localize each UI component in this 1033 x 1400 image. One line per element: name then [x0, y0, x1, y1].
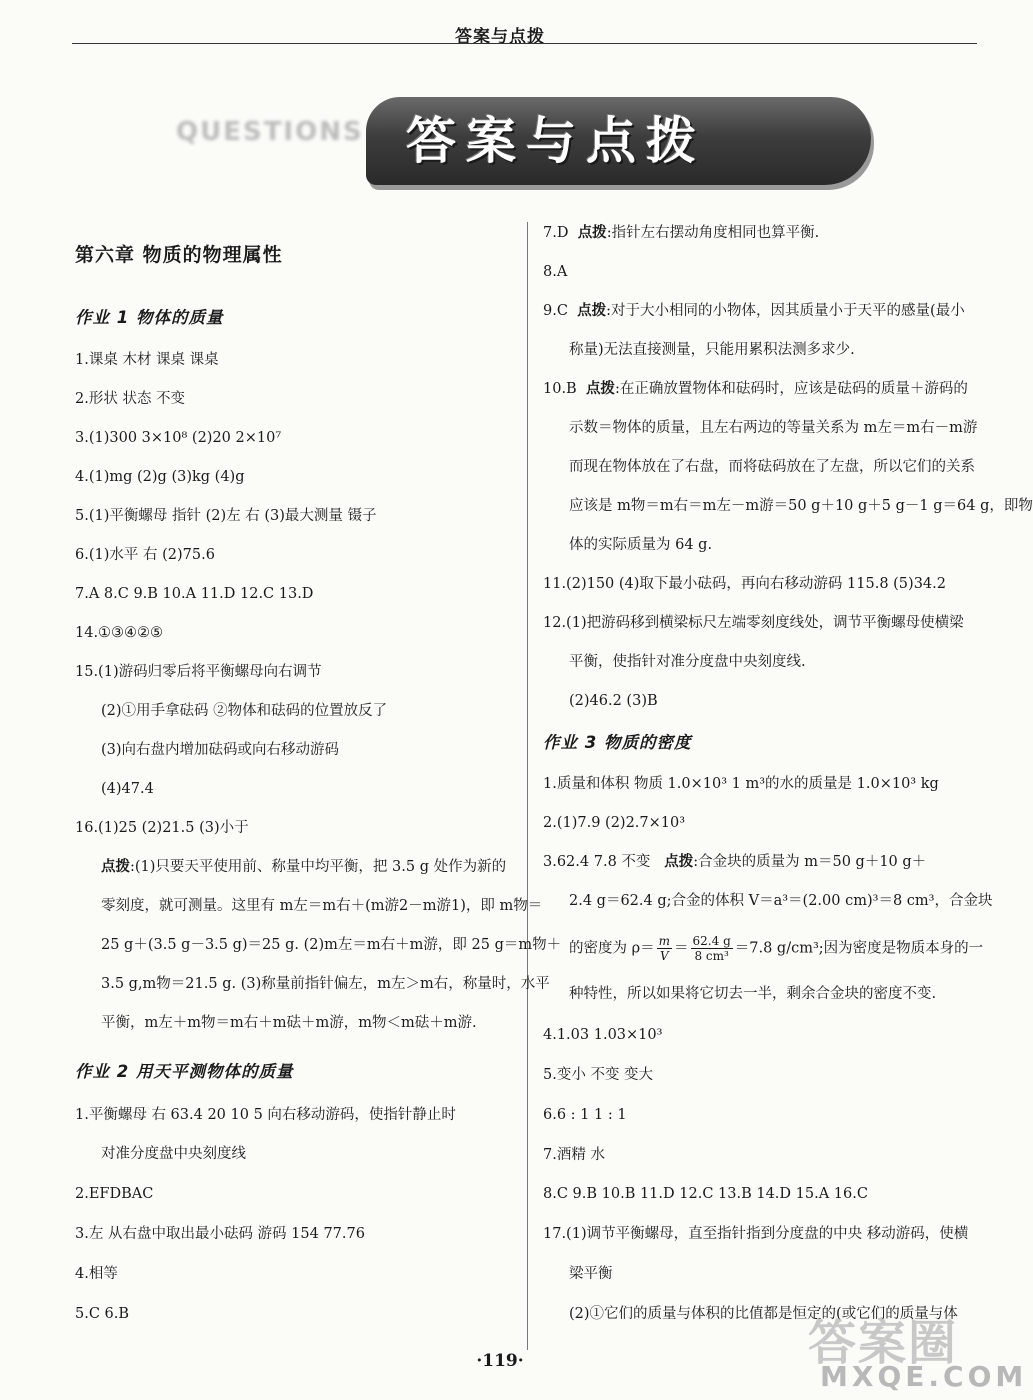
watermark-logo: 答案圈 — [808, 1315, 959, 1371]
hint-line: 3.5 g,m物＝21.5 g. (3)称量前指针偏左，m左＞m右，称量时，水平 — [101, 976, 550, 992]
hint-label: 点拨 — [585, 380, 615, 397]
answer-line — [543, 853, 926, 871]
answer-line: (2)①它们的质量与体积的比值都是恒定的(或它们的质量与体 — [569, 1306, 958, 1322]
answer-line: 8.A — [543, 264, 568, 280]
answer-line: 15.(1)游码归零后将平衡螺母向右调节 — [75, 664, 322, 680]
answer-line: 12.(1)把游码移到横梁标尺左端零刻度线处，调节平衡螺母使横梁 — [543, 615, 964, 631]
answer-line: (3)向右盘内增加砝码或向右移动游码 — [101, 742, 340, 758]
banner-blurred-text: QUESTIONS — [176, 117, 364, 147]
answer-line: 4.(1)mg (2)g (3)kg (4)g — [75, 469, 245, 485]
fraction-num: 62.4 g — [692, 934, 731, 948]
answer-line: 11.(2)150 (4)取下最小砝码，再向右移动游码 115.8 (5)34.2 — [543, 576, 946, 592]
answer-line: 1.质量和体积 物质 1.0×10³ 1 m³的水的质量是 1.0×10³ kg — [543, 776, 939, 792]
chapter-title: 第六章 物质的物理属性 — [75, 244, 283, 266]
answer-line: 17.(1)调节平衡螺母，直至指针指到分度盘的中央 移动游码，使横 — [543, 1226, 969, 1242]
answer-line: 3.(1)300 3×10⁸ (2)20 2×10⁷ — [75, 430, 282, 446]
hint-text: :对于大小相同的小物体，因其质量小于天平的感量(最小 — [606, 303, 965, 319]
hint-label: 点拨 — [101, 858, 130, 875]
hint-line: 零刻度，就可测量。这里有 m左＝m右＋(m游2－m游1)，即 m物＝ — [101, 898, 543, 914]
answer-line: 7.酒精 水 — [543, 1147, 605, 1163]
hint-line: 而现在物体放在了右盘，而将砝码放在了左盘，所以它们的关系 — [569, 459, 975, 475]
fraction-num: m — [658, 934, 671, 948]
watermark — [800, 1300, 1028, 1396]
fraction — [657, 934, 672, 963]
answer-line: 2.(1)7.9 (2)2.7×10³ — [543, 815, 686, 831]
answer-line: 4.1.03 1.03×10³ — [543, 1027, 663, 1043]
formula-eq: ＝ — [674, 940, 689, 957]
answer-line: 5.C 6.B — [75, 1306, 130, 1322]
formula-prefix: 的密度为 ρ＝ — [569, 940, 655, 957]
banner-title: 答案与点拨 — [406, 112, 706, 170]
answer-line: 2.EFDBAC — [75, 1186, 154, 1202]
formula-suffix: ＝7.8 g/cm³;因为密度是物质本身的一 — [734, 940, 984, 957]
hw1-title: 作业 1 物体的质量 — [75, 308, 224, 327]
title-banner — [176, 97, 716, 189]
answer-line: 1.平衡螺母 右 63.4 20 10 5 向右移动游码，使指针静止时 — [75, 1107, 456, 1123]
answer-line: 3.左 从右盘中取出最小砝码 游码 154 77.76 — [75, 1226, 365, 1242]
answer-num: 9.C — [543, 303, 568, 319]
hw3-title: 作业 3 物质的密度 — [543, 733, 692, 752]
answer-line — [543, 302, 965, 320]
hint-line: 2.4 g＝62.4 g;合金的体积 V＝a³＝(2.00 cm)³＝8 cm³，合金块 — [569, 893, 993, 909]
answer-line: 梁平衡 — [569, 1266, 613, 1282]
hint-line — [101, 858, 506, 876]
answer-line: 对准分度盘中央刻度线 — [101, 1146, 246, 1162]
hint-text: :在正确放置物体和砝码时，应该是砝码的质量＋游码的 — [614, 381, 968, 397]
hint-text: :指针左右摆动角度相同也算平衡. — [606, 225, 820, 241]
answer-line — [543, 380, 968, 398]
answer-line: (2)①用手拿砝码 ②物体和砝码的位置放反了 — [101, 703, 388, 719]
hint-text: :合金块的质量为 m＝50 g＋10 g＋ — [693, 854, 927, 870]
answer-num: 10.B — [543, 381, 577, 397]
header-rule — [72, 43, 977, 44]
hint-label: 点拨 — [577, 302, 607, 319]
answer-line: (2)46.2 (3)B — [569, 693, 658, 709]
answer-num: 7.D — [543, 225, 569, 241]
answer-line: 8.C 9.B 10.B 11.D 12.C 13.B 14.D 15.A 16.C — [543, 1186, 868, 1202]
fraction-den: V — [660, 949, 669, 963]
hint-line: 种特性，所以如果将它切去一半，剩余合金块的密度不变. — [569, 986, 937, 1002]
answer-line: 6.(1)水平 右 (2)75.6 — [75, 547, 215, 563]
hint-line: 25 g＋(3.5 g－3.5 g)＝25 g. (2)m左＝m右＋m游，即 25 g＝m物＋ — [101, 937, 562, 953]
page-number: ·119· — [476, 1351, 524, 1371]
hint-line-formula — [569, 934, 983, 963]
hint-label: 点拨 — [577, 224, 607, 241]
answer-line: 2.形状 状态 不变 — [75, 391, 186, 407]
running-header: 答案与点拨 — [455, 27, 545, 47]
answer-line: 1.课桌 木材 课桌 课桌 — [75, 352, 219, 368]
answer-line: 7.A 8.C 9.B 10.A 11.D 12.C 13.D — [75, 586, 314, 602]
hint-line: 体的实际质量为 64 g. — [569, 537, 713, 553]
hint-line: 应该是 m物＝m右＝m左－m游＝50 g＋10 g＋5 g－1 g＝64 g，即物 — [569, 498, 1033, 514]
answer-line: 14.①③④②⑤ — [75, 625, 164, 641]
hint-text: :(1)只要天平使用前、称量中均平衡，把 3.5 g 处作为新的 — [130, 859, 507, 875]
fraction — [691, 934, 733, 963]
watermark-url: MXQE.COM — [820, 1360, 1028, 1393]
hint-label: 点拨 — [664, 853, 694, 870]
answer-line: 16.(1)25 (2)21.5 (3)小于 — [75, 820, 249, 836]
answer-line — [543, 224, 819, 242]
fraction-den: 8 cm³ — [694, 949, 729, 963]
hint-line: 称量)无法直接测量，只能用累积法测多求少. — [569, 342, 855, 358]
column-divider — [527, 222, 528, 1350]
answer-line: 5.(1)平衡螺母 指针 (2)左 右 (3)最大测量 镊子 — [75, 508, 377, 524]
answer-line: 平衡，使指针对准分度盘中央刻度线. — [569, 654, 806, 670]
hint-line: 示数＝物体的质量，且左右两边的等量关系为 m左＝m右－m游 — [569, 420, 978, 436]
answer-line: 4.相等 — [75, 1266, 118, 1282]
hw2-title: 作业 2 用天平测物体的质量 — [75, 1062, 294, 1081]
hint-line: 平衡，m左＋m物＝m右＋m砝＋m游，m物＜m砝＋m游. — [101, 1015, 477, 1031]
answer-line: (4)47.4 — [101, 781, 154, 797]
answer-num: 3.62.4 7.8 不变 — [543, 854, 651, 870]
answer-line: 6.6 : 1 1 : 1 — [543, 1107, 627, 1123]
answer-line: 5.变小 不变 变大 — [543, 1067, 654, 1083]
